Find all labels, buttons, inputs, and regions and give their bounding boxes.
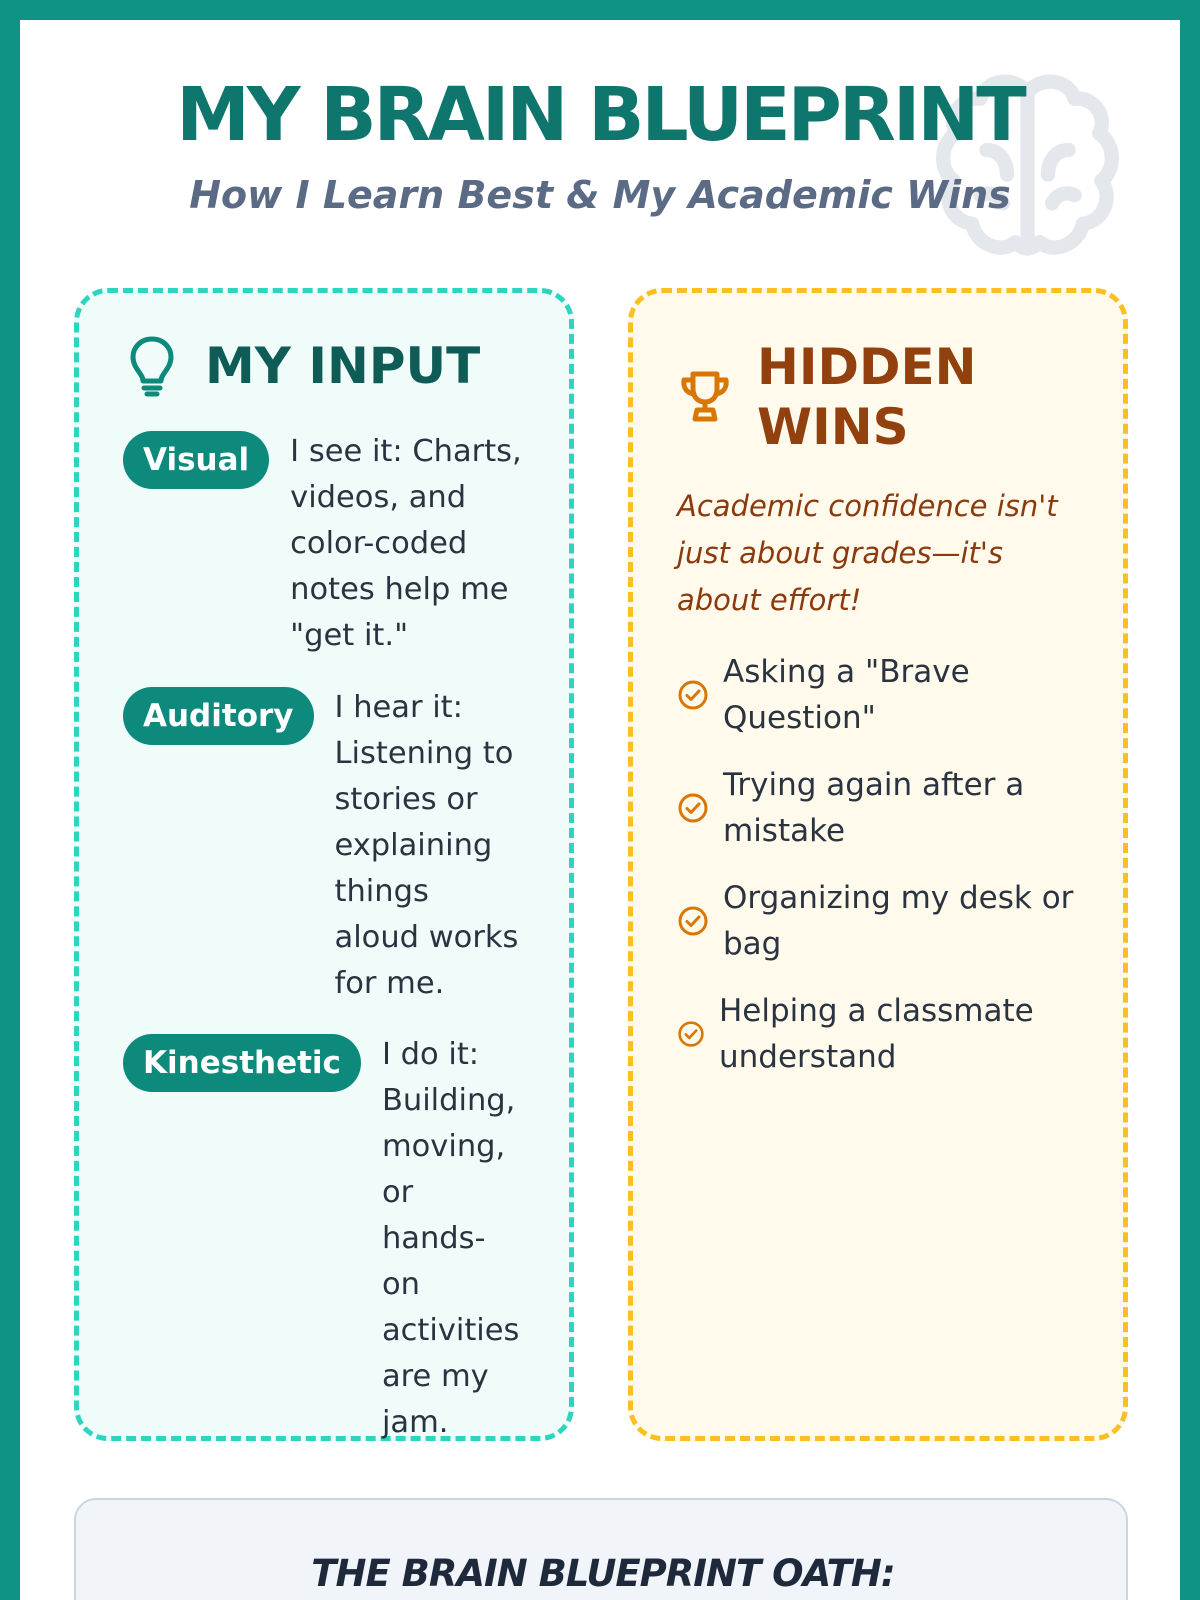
oath-title: THE BRAIN BLUEPRINT OATH: bbox=[311, 1552, 895, 1595]
input-card-header bbox=[129, 335, 480, 397]
trophy-icon bbox=[677, 369, 733, 425]
oath-panel bbox=[74, 1498, 1128, 1600]
style-description: I see it: Charts, videos, and color-coded notes help me "get it." bbox=[290, 434, 522, 653]
input-card-heading: MY INPUT bbox=[205, 337, 481, 395]
win-item-text: Asking a "Brave Question" bbox=[723, 654, 970, 736]
list-item bbox=[677, 762, 1097, 854]
wins-card-header bbox=[677, 337, 997, 457]
lightbulb-icon bbox=[129, 335, 175, 397]
learning-style-auditory bbox=[123, 685, 523, 1007]
input-card bbox=[74, 288, 574, 1441]
win-item-text: Organizing my desk or bag bbox=[723, 880, 1074, 962]
check-circle-icon bbox=[677, 1020, 705, 1048]
style-description: I do it: Building, moving, or hands-on activities are my jam. bbox=[381, 1037, 520, 1440]
page-title: MY BRAIN BLUEPRINT bbox=[176, 72, 1024, 158]
learning-style-kinesthetic bbox=[123, 1032, 523, 1446]
list-item bbox=[677, 875, 1097, 967]
style-badge: Kinesthetic bbox=[123, 1034, 361, 1092]
win-item-text: Helping a classmate understand bbox=[719, 993, 1034, 1075]
check-circle-icon bbox=[677, 679, 709, 711]
learning-style-visual bbox=[123, 429, 523, 659]
list-item bbox=[677, 988, 1097, 1080]
wins-intro: Academic confidence isn't just about grades—it's about effort! bbox=[677, 489, 1058, 617]
style-badge: Visual bbox=[123, 431, 269, 489]
style-badge: Auditory bbox=[123, 687, 314, 745]
win-item-text: Trying again after a mistake bbox=[723, 767, 1025, 849]
wins-card-heading: HIDDEN WINS bbox=[757, 338, 977, 456]
wins-list bbox=[677, 649, 1097, 1101]
list-item bbox=[677, 649, 1097, 741]
check-circle-icon bbox=[677, 905, 709, 937]
style-description: I hear it: Listening to stories or explaining things aloud works for me. bbox=[334, 690, 519, 1001]
check-circle-icon bbox=[677, 792, 709, 824]
wins-card bbox=[628, 288, 1128, 1441]
page-subtitle: How I Learn Best & My Academic Wins bbox=[189, 173, 1011, 217]
